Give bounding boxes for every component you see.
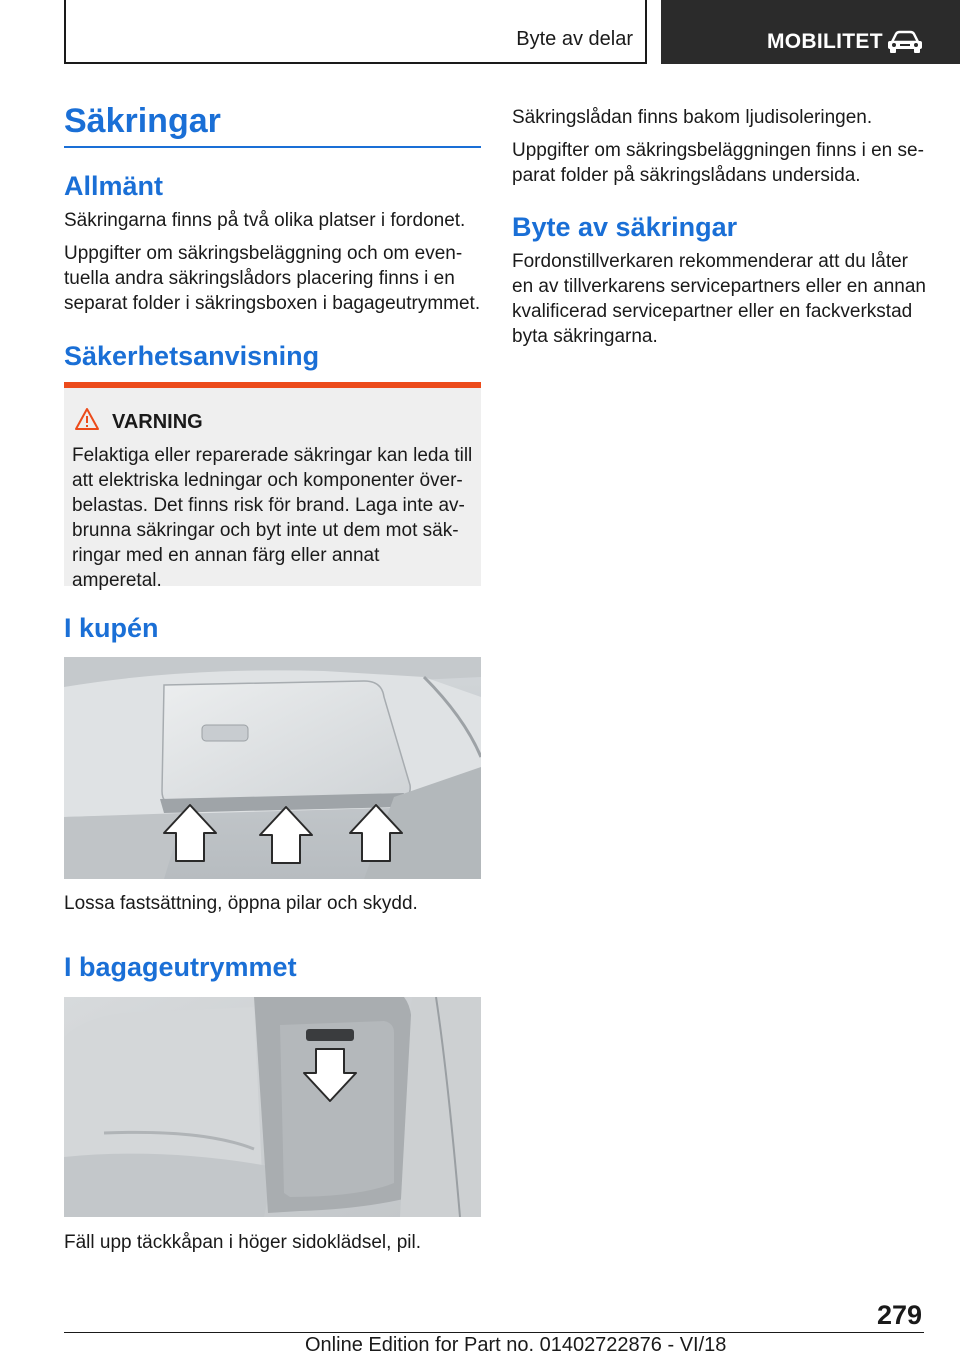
text-line: att elektriska ledningar och komponenter över- (72, 470, 463, 491)
byte-paragraph (512, 249, 932, 349)
allmant-paragraph-2 (64, 241, 484, 316)
heading-i-kupen: I kupén (64, 613, 159, 643)
text-line: en av tillverkarens servicepartners eller en annan (512, 276, 926, 297)
right-paragraph-2 (512, 138, 932, 188)
glovebox-photo (64, 657, 481, 879)
heading-i-bagageutrymmet: I bagageutrymmet (64, 952, 297, 982)
page-number: 279 (877, 1300, 923, 1330)
text-line: ringar med en annan färg eller annat amperetal. (72, 545, 380, 591)
text-line: byta säkringarna. (512, 326, 658, 347)
header-section-title: Byte av delar (516, 28, 633, 50)
text-line: Uppgifter om säkringsbeläggningen finns i en se- (512, 140, 924, 161)
right-paragraph-1: Säkringslådan finns bakom ljudisoleringen. (512, 107, 873, 128)
heading-sakerhetsanvisning: Säkerhetsanvisning (64, 341, 320, 371)
page-title: Säkringar (64, 102, 221, 140)
text-line: parat folder på säkringslådans undersida. (512, 165, 861, 186)
heading-byte-av-sakringar: Byte av säkringar (512, 212, 738, 242)
header-chapter-title: MOBILITET (767, 30, 883, 53)
text-line: Fordonstillverkaren rekommenderar att du låter (512, 251, 909, 272)
text-line: separat folder i säkringsboxen i bagageutrymmet. (64, 293, 481, 314)
allmant-paragraph-1: Säkringarna finns på två olika platser i fordonet. (64, 210, 466, 231)
text-line: tuella andra säkringslådors placering finns i en (64, 268, 455, 289)
warning-text (72, 443, 474, 593)
warning-triangle-icon (74, 407, 100, 431)
text-line: Felaktiga eller reparerade säkringar kan leda till (72, 445, 473, 466)
text-line: Uppgifter om säkringsbeläggning och om even- (64, 243, 463, 264)
bagage-caption: Fäll upp täckkåpan i höger sidoklädsel, pil. (64, 1232, 421, 1253)
car-icon (886, 30, 924, 54)
trunk-panel-photo (64, 997, 481, 1217)
footer-divider (64, 1332, 924, 1333)
kupen-caption: Lossa fastsättning, öppna pilar och skydd. (64, 893, 418, 914)
header-section-box (64, 0, 647, 64)
text-line: belastas. Det finns risk för brand. Laga inte av- (72, 495, 465, 516)
title-divider (64, 146, 481, 148)
heading-allmant: Allmänt (64, 171, 164, 201)
text-line: brunna säkringar och byt inte ut dem mot säk- (72, 520, 459, 541)
warning-title: VARNING (112, 411, 203, 433)
footer-edition: Online Edition for Part no. 01402722876 - VI/18 (305, 1334, 727, 1356)
text-line: kvalificerad servicepartner eller en fackverkstad (512, 301, 913, 322)
